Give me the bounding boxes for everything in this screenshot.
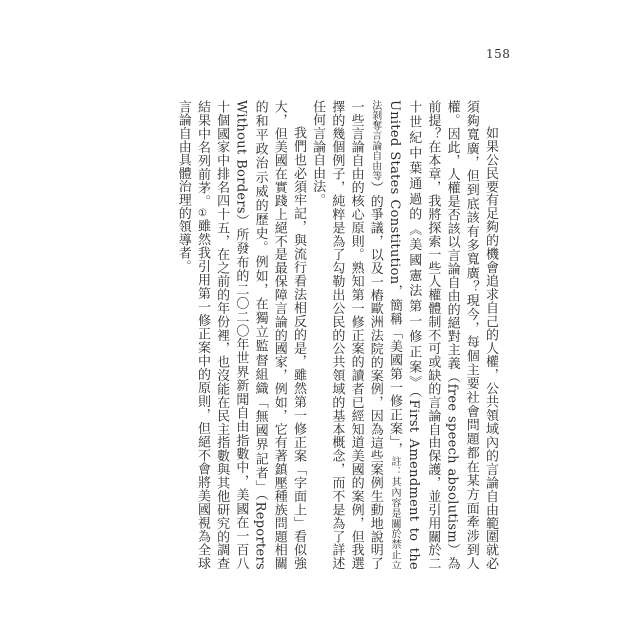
body-text: [110, 100, 500, 570]
paragraph-2: [174, 100, 308, 570]
page-number: 158: [486, 47, 511, 61]
inline-note: 註：其內容是關於禁止立法剝奪言論自由等: [369, 100, 400, 570]
paragraph-2-text: 我們也必須牢記，與流行看法相反的是，雖然第一修正案「字面上」看似強大，但美國在實踐上絕不是最保障言論的國家，例如，它有著鎮壓種族問題相關的和平政治示威的歷史。例如，在獨立監督組織「無國界記者」（Reporters Without Borders）所發布的二〇二〇年世界新聞自由指數中，美國在一百八十個國家中排名四十五，在之前的年份裡，也沒能在民主指數與其他研究的調查結果中名列前茅。: [194, 100, 306, 570]
footnote-mark: ①: [196, 208, 208, 220]
paragraph-1: [308, 100, 500, 570]
paragraph-1-text-after: ）的爭議，以及一樁歐洲法院的案例，因為這些案例生動地說明了一些言論自由的核心原則。熟知第一修正案的讀者已經知道美國的案例，但我選擇的幾個例子，純粹是為了勾勒出公民的公共領域的基本概念，而不是為了詳述任何言論自由法。: [310, 100, 383, 571]
paragraph-2-text-after: 雖然我引用第一修正案中的原則，但絕不會將美國視為全球言論自由具體治理的領導者。: [175, 100, 210, 570]
paragraph-1-text: 如果公民要有足夠的機會追求自己的人權，公共領域內的言論自由範圍就必須夠寬廣，但到底該有多寬廣？現今，每個主要社會問題都在某方面牽涉到人權。因此，人權是否該以言論自由的絕對主義（free speech absolutism）為前提？在本章，我將探索一些人權體制不可或缺的言論自由保護，並引用關於二十世紀中葉通過的《美國憲法第一修正案》（First Amendment to the United States Constitution，簡稱「美國第一修正案」，: [386, 100, 498, 570]
